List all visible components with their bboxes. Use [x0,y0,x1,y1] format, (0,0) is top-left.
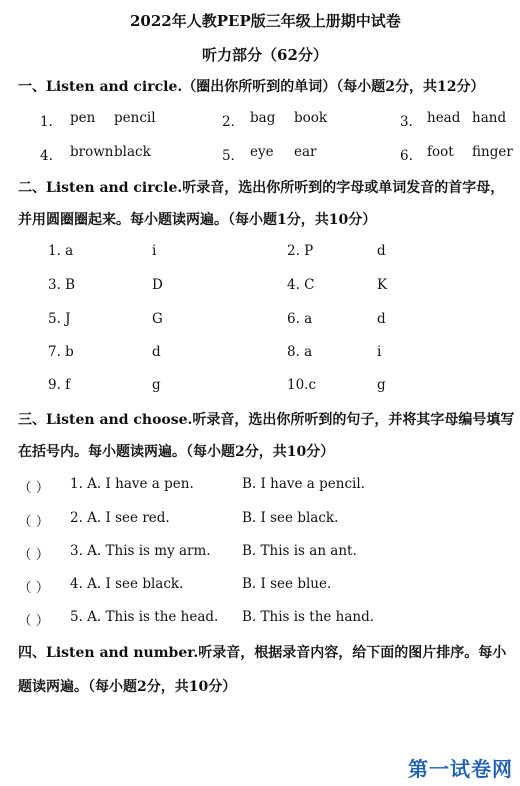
letter-option-a: 3. B [48,277,76,293]
sentence-option-a: 5. A. This is the head. [70,609,219,625]
word-option-b: pencil [114,110,156,126]
section3-heading-line2: 在括号内。每小题读两遍。（每小题2分，共10分） [18,444,335,460]
sentence-option-b: B. This is an ant. [242,543,357,559]
sentence-option-b: B. This is the hand. [242,609,375,625]
answer-paren: （ ） [18,514,50,530]
answer-paren: （ ） [18,580,50,596]
sentence-option-b: B. I have a pencil. [242,476,365,492]
word-option-a: eye [250,144,274,160]
section3-heading-line1: 三、Listen and choose.听录音，选出你所听到的句子，并将其字母编号填写 [18,412,515,428]
answer-paren: （ ） [18,547,50,563]
item-number: 6． [400,148,423,164]
word-option-a: foot [427,144,454,160]
letter-option-b: d [152,344,161,360]
page-subtitle: 听力部分（62分） [202,46,328,64]
letter-option-b: d [377,243,386,259]
word-option-a: head [427,110,461,126]
page-title: 2022年人教PEP版三年级上册期中试卷 [130,12,401,30]
letter-option-a: 4. C [287,277,315,293]
letter-option-b: i [152,243,157,259]
letter-option-a: 6. a [287,311,313,327]
answer-paren: （ ） [18,613,50,629]
letter-option-b: K [377,277,388,293]
letter-option-a: 7. b [48,344,74,360]
sentence-option-a: 4. A. I see black. [70,576,184,592]
section2-heading-line1: 二、Listen and circle.听录音，选出你所听到的字母或单词发音的首字母， [18,180,505,196]
sentence-option-b: B. I see blue. [242,576,332,592]
sentence-option-a: 2. A. I see red. [70,510,170,526]
answer-paren: （ ） [18,480,50,496]
watermark-logo: 第一试卷网 [408,757,513,781]
letter-option-a: 2. P [287,243,314,259]
letter-option-a: 1. a [48,243,74,259]
word-option-a: pen [70,110,96,126]
letter-option-b: g [152,377,161,393]
item-number: 1． [40,114,63,130]
letter-option-a: 5. J [48,311,71,327]
letter-option-a: 10.c [287,377,317,393]
letter-option-b: g [377,377,386,393]
letter-option-a: 9. f [48,377,71,393]
word-option-a: bag [250,110,276,126]
section2-heading-line2: 并用圆圈圈起来。每小题读两遍。（每小题1分，共10分） [18,212,377,228]
word-option-b: ear [294,144,317,160]
item-number: 5． [222,148,245,164]
section4-heading-line1: 四、Listen and number.听录音，根据录音内容，给下面的图片排序。每小 [18,645,507,661]
word-option-b: black [114,144,151,160]
letter-option-b: i [377,344,382,360]
letter-option-b: d [377,311,386,327]
sentence-option-b: B. I see black. [242,510,339,526]
word-option-a: brown [70,144,114,160]
section1-heading: 一、Listen and circle.（圈出你所听到的单词）（每小题2分，共12分） [18,79,485,95]
word-option-b: book [294,110,328,126]
word-option-b: finger [472,144,513,160]
letter-option-b: G [152,311,163,327]
sentence-option-a: 3. A. This is my arm. [70,543,211,559]
item-number: 3． [400,114,423,130]
section4-heading-line2: 题读两遍。（每小题2分，共10分） [18,679,237,695]
item-number: 2． [222,114,245,130]
letter-option-a: 8. a [287,344,313,360]
sentence-option-a: 1. A. I have a pen. [70,476,194,492]
item-number: 4． [40,148,63,164]
letter-option-b: D [152,277,163,293]
word-option-b: hand [472,110,507,126]
